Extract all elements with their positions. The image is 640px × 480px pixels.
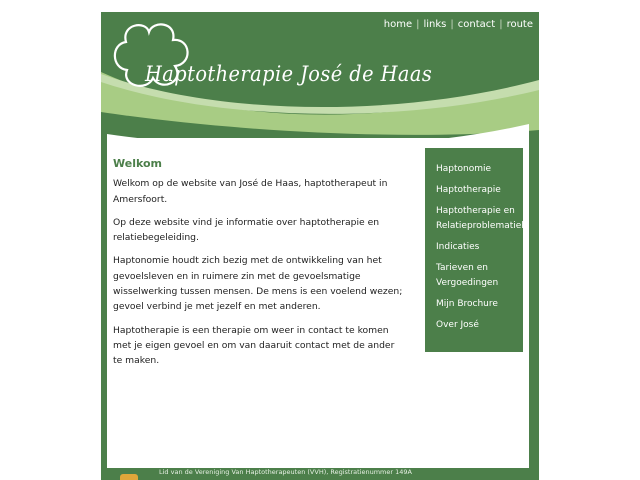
sidenav-relatieproblematiek[interactable]: Haptotherapie en Relatieproblematiek (436, 206, 527, 231)
sidenav-haptonomie[interactable]: Haptonomie (436, 164, 492, 174)
content-area (107, 138, 529, 468)
sidenav-brochure[interactable]: Mijn Brochure (436, 299, 498, 309)
sidenav-tarieven[interactable]: Tarieven en Vergoedingen (436, 263, 499, 288)
sidenav-indicaties[interactable]: Indicaties (436, 242, 480, 252)
topnav-separator: | (499, 19, 503, 30)
top-navigation (384, 19, 533, 30)
haptotherapie-paragraph: Haptotherapie is een therapie om weer in contact te komen met je eigen gevoel en om van daaruit contact met de ander te maken. (113, 324, 395, 367)
page-title: Welkom (113, 157, 163, 170)
sidenav-haptotherapie[interactable]: Haptotherapie (436, 185, 501, 195)
info-paragraph: Op deze website vind je informatie over haptotherapie en relatiebegeleiding. (113, 216, 380, 244)
vvh-badge-icon[interactable] (120, 474, 138, 480)
main-content (113, 156, 403, 377)
topnav-contact[interactable]: contact (457, 19, 496, 30)
site-logo-text[interactable]: Haptotherapie José de Haas (145, 62, 433, 86)
topnav-links[interactable]: links (423, 19, 447, 30)
topnav-separator: | (450, 19, 454, 30)
topnav-separator: | (416, 19, 420, 30)
topnav-home[interactable]: home (383, 19, 413, 30)
footer-line: Lid van de Vereniging Van Haptotherapeuten (VVH), Registratienummer 149A (159, 468, 412, 476)
topnav-route[interactable]: route (506, 19, 533, 30)
sidenav-over-jose[interactable]: Over José (436, 320, 479, 330)
footer-text (159, 467, 412, 477)
haptonomie-paragraph: Haptonomie houdt zich bezig met de ontwikkeling van het gevoelsleven en in ruimere zin met de gevoelsmatige wisselwerking tussen mensen. De mens is een voelend wezen; gevoel verbind je met jezelf en met anderen. (113, 255, 403, 313)
page-frame (101, 12, 539, 480)
intro-paragraph: Welkom op de website van José de Haas, haptotherapeut in Amersfoort. (113, 178, 388, 205)
side-navigation (425, 148, 527, 352)
